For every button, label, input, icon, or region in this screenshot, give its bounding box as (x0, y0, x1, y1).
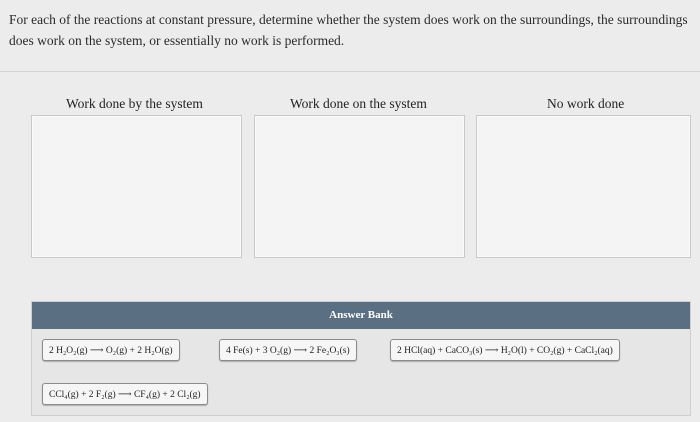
bin-label-no-work: No work done (547, 96, 625, 111)
answer-bank-title: Answer Bank (32, 302, 690, 329)
question-text: For each of the reactions at constant pressure, determine whether the system does work on the surroundings, the surroundings does work on the system, or essentially no work is performed. (9, 12, 688, 48)
answer-chip-hcl-caco3[interactable]: 2 HCl(aq) + CaCO₃(s) ⟶ H₂O(l) + CO₂(g) + CaCl₂(aq) (390, 339, 620, 361)
divider (0, 71, 700, 72)
bin-label-work-by-system: Work done by the system (66, 96, 203, 111)
drop-zone-work-on-system[interactable] (254, 115, 465, 258)
bin-label-work-on-system: Work done on the system (290, 96, 427, 111)
drop-zone-work-by-system[interactable] (31, 115, 242, 258)
drop-zone-no-work[interactable] (476, 115, 691, 258)
answer-chip-ccl4-fluorination[interactable]: CCl₄(g) + 2 F₂(g) ⟶ CF₄(g) + 2 Cl₂(g) (42, 383, 208, 405)
answer-chip-h2o2-decomposition[interactable]: 2 H₂O₂(g) ⟶ O₂(g) + 2 H₂O(g) (42, 339, 180, 361)
answer-chip-iron-oxidation[interactable]: 4 Fe(s) + 3 O₂(g) ⟶ 2 Fe₂O₃(s) (219, 339, 357, 361)
